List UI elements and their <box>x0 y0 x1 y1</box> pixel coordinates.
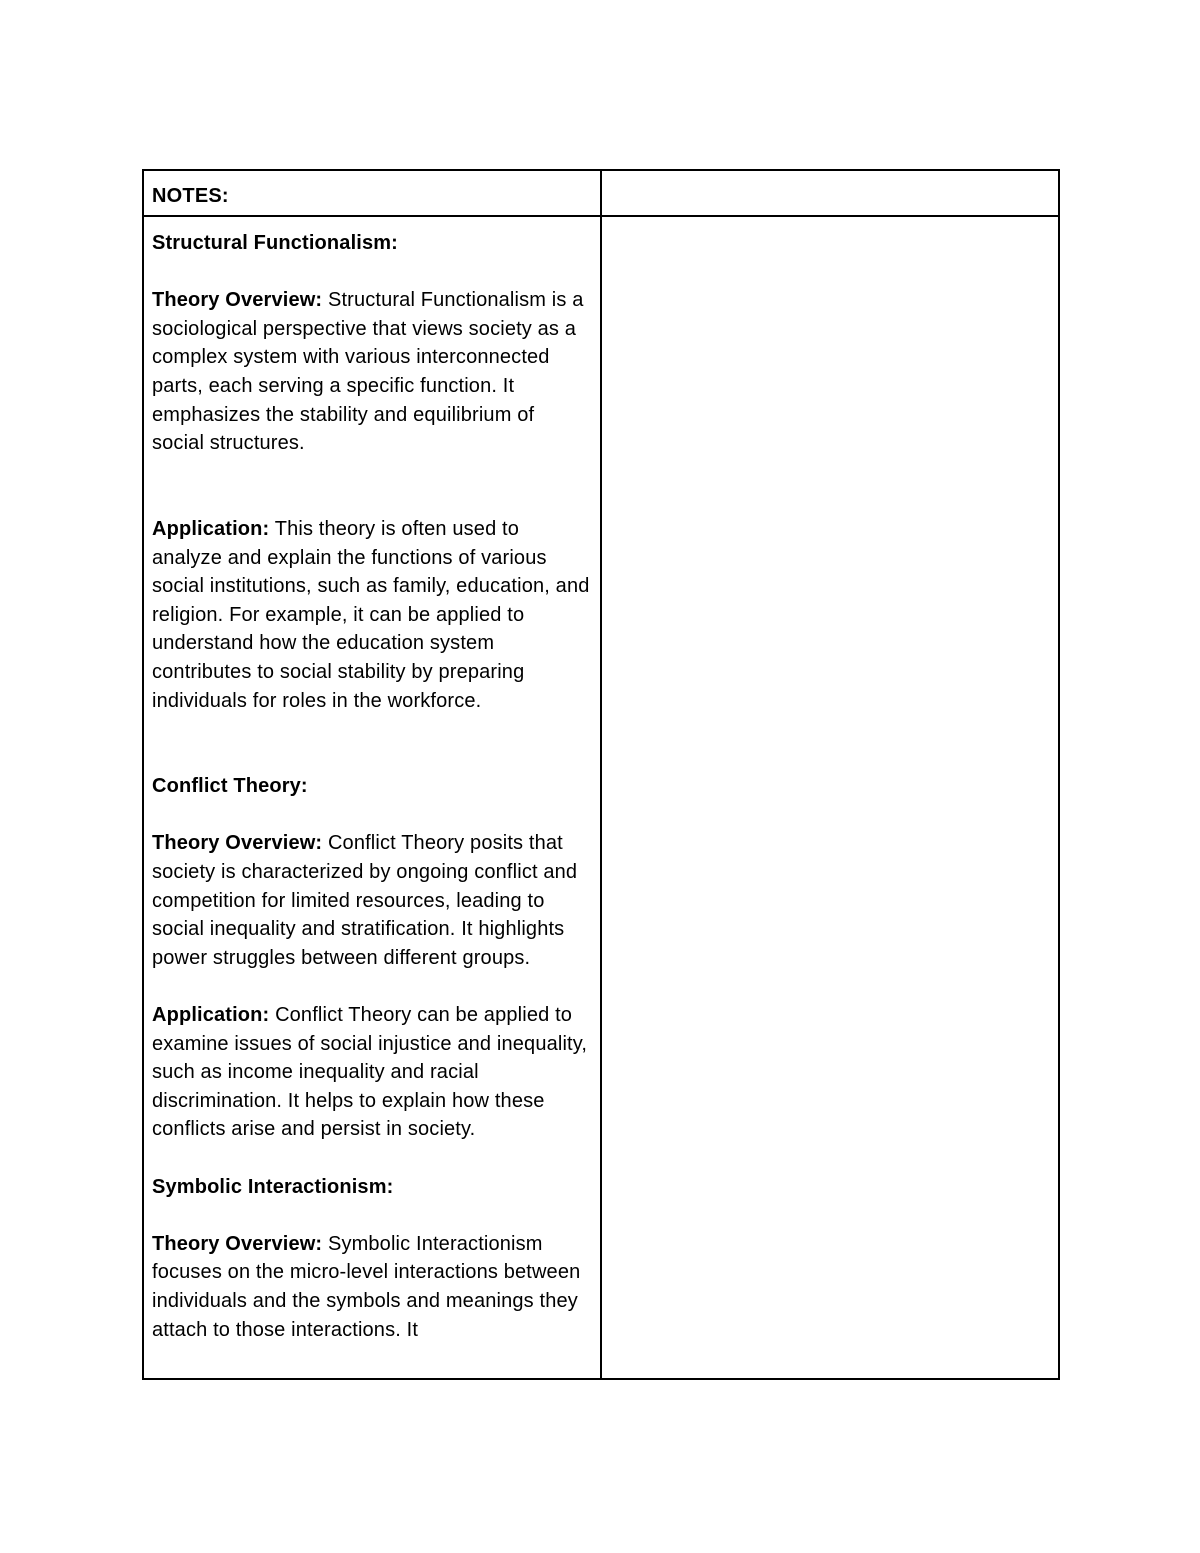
structural-functionalism-overview <box>152 286 590 458</box>
overview-label: Theory Overview: <box>152 832 323 855</box>
header-cell-right <box>601 170 1059 216</box>
overview-label: Theory Overview: <box>152 289 323 312</box>
overview-label: Theory Overview: <box>152 1232 323 1255</box>
conflict-theory-application <box>152 1001 590 1144</box>
header-right-text <box>602 171 1058 182</box>
notes-heading: NOTES: <box>152 185 229 207</box>
table-body-row <box>143 216 1059 1379</box>
notes-cell <box>143 216 601 1379</box>
application-label: Application: <box>152 517 270 540</box>
header-cell-left <box>143 170 601 216</box>
notes-content <box>144 217 600 1344</box>
table-header-row <box>143 170 1059 216</box>
application-label: Application: <box>152 1004 270 1027</box>
application-text: This theory is often used to analyze and explain the functions of various social institutions, such as family, education, and religion. For example, it can be applied to understand how the education system contributes to social stability by preparing individuals for roles in the workforce. <box>152 517 590 712</box>
notes-table <box>142 169 1060 1380</box>
overview-text: Structural Functionalism is a sociological perspective that views society as a complex system with various interconnected parts, each serving a specific function. It emphasizes the stability and equilibrium of social structures. <box>152 289 584 455</box>
section-title-conflict-theory: Conflict Theory: <box>152 775 308 798</box>
symbolic-interactionism-overview <box>152 1230 590 1344</box>
application-text: Conflict Theory can be applied to examine issues of social injustice and inequality, such as income inequality and racial discrimination. It helps to explain how these conflicts arise and persist in society. <box>152 1004 588 1141</box>
section-title-structural-functionalism: Structural Functionalism: <box>152 232 398 254</box>
section-title-symbolic-interactionism: Symbolic Interactionism: <box>152 1175 394 1198</box>
structural-functionalism-application <box>152 515 590 715</box>
blank-right-cell <box>601 216 1059 1379</box>
overview-text: Symbolic Interactionism focuses on the micro-level interactions between individuals and the symbols and meanings they attach to those interactions. It <box>152 1232 581 1341</box>
overview-text: Conflict Theory posits that society is characterized by ongoing conflict and competition for limited resources, leading to social inequality and stratification. It highlights power struggles between different groups. <box>152 832 578 969</box>
conflict-theory-overview <box>152 829 590 972</box>
